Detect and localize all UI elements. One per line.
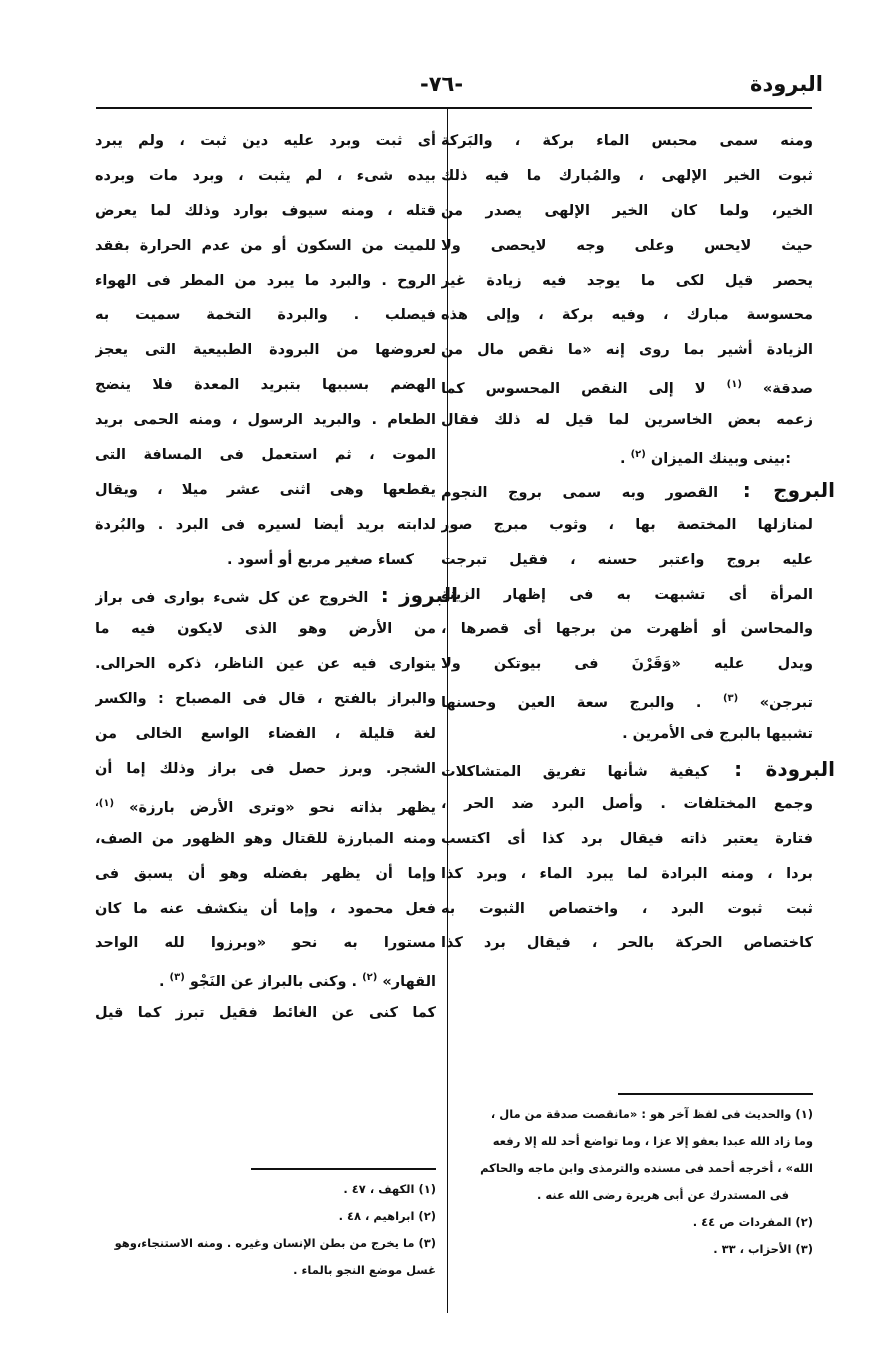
text-fragment: لا إلى النقص المحسوس كما xyxy=(441,381,706,398)
text-line: عليه بروج واعتبر حسنه ، فقيل تبرجت xyxy=(441,551,813,568)
footnote-line: (٢) المفردات ص ٤٤ . xyxy=(692,1215,813,1229)
text-line: كما كنى عن الغائط فقيل تبرز كما قيل xyxy=(95,1005,436,1022)
text-line xyxy=(95,787,436,822)
text-line: المرأة أى تشبهت به فى إظهار الزينة xyxy=(441,586,813,603)
text-line xyxy=(441,438,813,473)
footnote-marker: (١)، xyxy=(95,797,115,809)
text-fragment: الخروج عن كل شىء بوارى فى براز xyxy=(95,589,369,606)
footnote-marker: (٢) xyxy=(630,449,646,461)
text-line: بردا ، ومنه البرادة لما يبرد الماء ، وبرد كذا xyxy=(441,865,813,882)
entry-first-line xyxy=(95,578,458,613)
text-line: الزيادة أشير بما روى إنه «ما نقص مال من xyxy=(441,342,813,359)
text-line: أى ثبت وبرد عليه دين ثبت ، ولم يبرد xyxy=(95,133,436,149)
text-fragment: . وكنى بالبراز عن النَجْو xyxy=(189,974,358,991)
text-fragment: تبرجن» xyxy=(759,695,813,712)
text-line: للميت من السكون أو من عدم الحرارة بفقد xyxy=(95,237,436,254)
text-line: تشبيها بالبرج فى الأمرين . xyxy=(622,726,813,743)
text-line: لغة قليلة ، الفضاء الواسع الخالى من xyxy=(95,726,436,743)
text-line: مستورا به نحو «وبرزوا لله الواحد xyxy=(95,935,436,952)
text-line: الطعام . والبريد الرسول ، ومنه الحمى بريد xyxy=(95,412,436,429)
text-line: وإما أن يظهر بفضله وهو أن يسبق فى xyxy=(95,865,436,882)
footnote-line: (٢) ابراهيم ، ٤٨ . xyxy=(338,1209,436,1223)
text-line: يتوارى فيه عن عين الناظر، ذكره الحرالى. xyxy=(95,656,436,673)
footnote-line: وما زاد الله عبدا بعفو إلا عزا ، وما تواضع أحد لله إلا رفعه xyxy=(492,1134,813,1148)
text-line: زعمه بعض الخاسرين لما قيل له ذلك فقال xyxy=(441,412,813,429)
text-line: يحصر قيل لكى ما يوجد فيه زيادة غير xyxy=(441,272,813,289)
entry-first-line xyxy=(441,752,835,787)
text-line: ومنه سمى محبس الماء بركة ، والبَركة xyxy=(441,133,813,149)
footnote-marker: (٣) xyxy=(169,972,185,984)
entry-headword: البروز : xyxy=(380,582,458,607)
text-line: فيصلب . والبردة التخمة سميت به xyxy=(95,307,436,324)
text-line xyxy=(441,368,813,403)
text-fragment: . xyxy=(620,450,626,467)
text-line: يقطعها وهى اثنى عشر ميلا ، ويقال xyxy=(95,481,436,498)
text-line xyxy=(95,961,436,996)
footnote-line: غسل موضع النجو بالماء . xyxy=(293,1263,436,1277)
entry-first-line xyxy=(441,473,835,508)
text-fragment: القصور وبه سمى بروج النجوم xyxy=(441,484,719,501)
text-fragment: . والبرج سعة العين وحسنها xyxy=(441,695,702,712)
text-line xyxy=(441,682,813,717)
text-line: لمنازلها المختصة بها ، وثوب مبرج صور xyxy=(441,516,813,533)
text-line: بيده شىء ، لم يثبت ، وبرد مات وبرده xyxy=(95,167,436,184)
text-line: الشجر. وبرز حصل فى براز وذلك إما أن xyxy=(95,761,436,778)
footnote-marker: (٣) xyxy=(722,693,739,705)
text-line: ومنه المبارزة للقتال وهو الظهور من الصف، xyxy=(95,830,436,847)
header-rule xyxy=(96,107,812,109)
text-line: فعل محمود ، وإما أن ينكشف عنه ما كان xyxy=(95,900,436,917)
text-line: كساء صغير مربع أو أسود . xyxy=(226,551,414,568)
footnote-rule xyxy=(251,1168,436,1170)
text-fragment: القهار» xyxy=(382,974,436,991)
text-fragment: كيفية شأنها تفريق المتشاكلات xyxy=(441,764,709,781)
text-line: والبراز بالفتح ، قال فى المصباح : والكسر xyxy=(95,691,436,708)
text-line: لعروضها من البرودة الطبيعية التى يعجز xyxy=(95,342,436,359)
text-fragment: صدقة» xyxy=(762,381,813,398)
text-line: الروح . والبرد ما يبرد من المطر فى الهواء xyxy=(95,272,436,289)
text-fragment: . xyxy=(158,974,165,991)
right-column xyxy=(441,124,835,961)
footnote-line: (١) والحديث فى لفظ آخر هو : «مانقصت صدقة من مال ، xyxy=(490,1107,813,1121)
footnotes-right xyxy=(441,1093,813,1263)
text-line: من الأرض وهو الذى لايكون فيه ما xyxy=(95,621,436,638)
text-line: ثبت ثبوت البرد ، واختصاص الثبوت به xyxy=(441,900,813,917)
text-line: ثبوت الخير الإلهى ، والمُبارك ما فيه ذلك xyxy=(441,167,813,184)
text-line: حيث لايحس وعلى وجه لايحصى ولا xyxy=(441,237,813,254)
text-line: الهضم بسببها بتبريد المعدة فلا ينضج xyxy=(95,377,436,394)
footnote-line: فى المستدرك عن أبى هريرة رضى الله عنه . xyxy=(536,1188,789,1202)
text-line: فتارة يعتبر ذاته فيقال برد كذا أى اكتسب xyxy=(441,830,813,847)
text-line: الخير، ولما كان الخير الإلهى يصدر من xyxy=(441,202,813,219)
footnote-line: (١) الكهف ، ٤٧ . xyxy=(343,1182,436,1196)
text-line: الموت ، ثم استعمل فى المسافة التى xyxy=(95,447,436,464)
text-line: محسوسة مبارك ، وفيه بركة ، وإلى هذه xyxy=(441,307,813,324)
entry-headword: البرودة : xyxy=(734,757,835,782)
footnotes-left xyxy=(95,1168,436,1284)
text-line: لدابته بريد أيضا لسيره فى البرد . والبُردة xyxy=(95,516,436,533)
left-column xyxy=(95,124,458,1031)
footnote-rule xyxy=(618,1093,813,1095)
text-fragment: يظهر بذاته نحو «وترى الأرض بارزة» xyxy=(129,799,436,816)
text-line: وجمع المختلفات . وأصل البرد ضد الحر ، xyxy=(441,795,813,812)
footnote-marker: (١) xyxy=(726,379,742,391)
running-title: البرودة xyxy=(750,72,823,96)
text-line: والمحاسن أو أظهرت من برجها أى قصرها ، xyxy=(441,621,813,638)
text-line: قتله ، ومنه سيوف بوارد وذلك لما يعرض xyxy=(95,202,436,219)
footnote-line: (٣) الأحزاب ، ٣٣ . xyxy=(713,1242,813,1256)
footnote-marker: (٢) xyxy=(362,972,378,984)
entry-headword: البروج : xyxy=(742,477,835,502)
footnote-line: الله» ، أخرجه أحمد فى مسنده والترمذى وابن ماجه والحاكم xyxy=(480,1161,813,1175)
text-line: كاختصاص الحركة بالحر ، فيقال برد كذا xyxy=(441,935,813,952)
text-fragment: :بينى وبينك الميزان xyxy=(650,450,791,467)
footnote-line: (٣) ما يخرج من بطن الإنسان وغيره . ومنه الاستنجاء،وهو xyxy=(114,1236,436,1250)
page-number: -٧٦- xyxy=(420,72,464,96)
text-line: ويدل عليه «وَقَرْنَ فى بيوتكن ولا xyxy=(441,656,813,673)
